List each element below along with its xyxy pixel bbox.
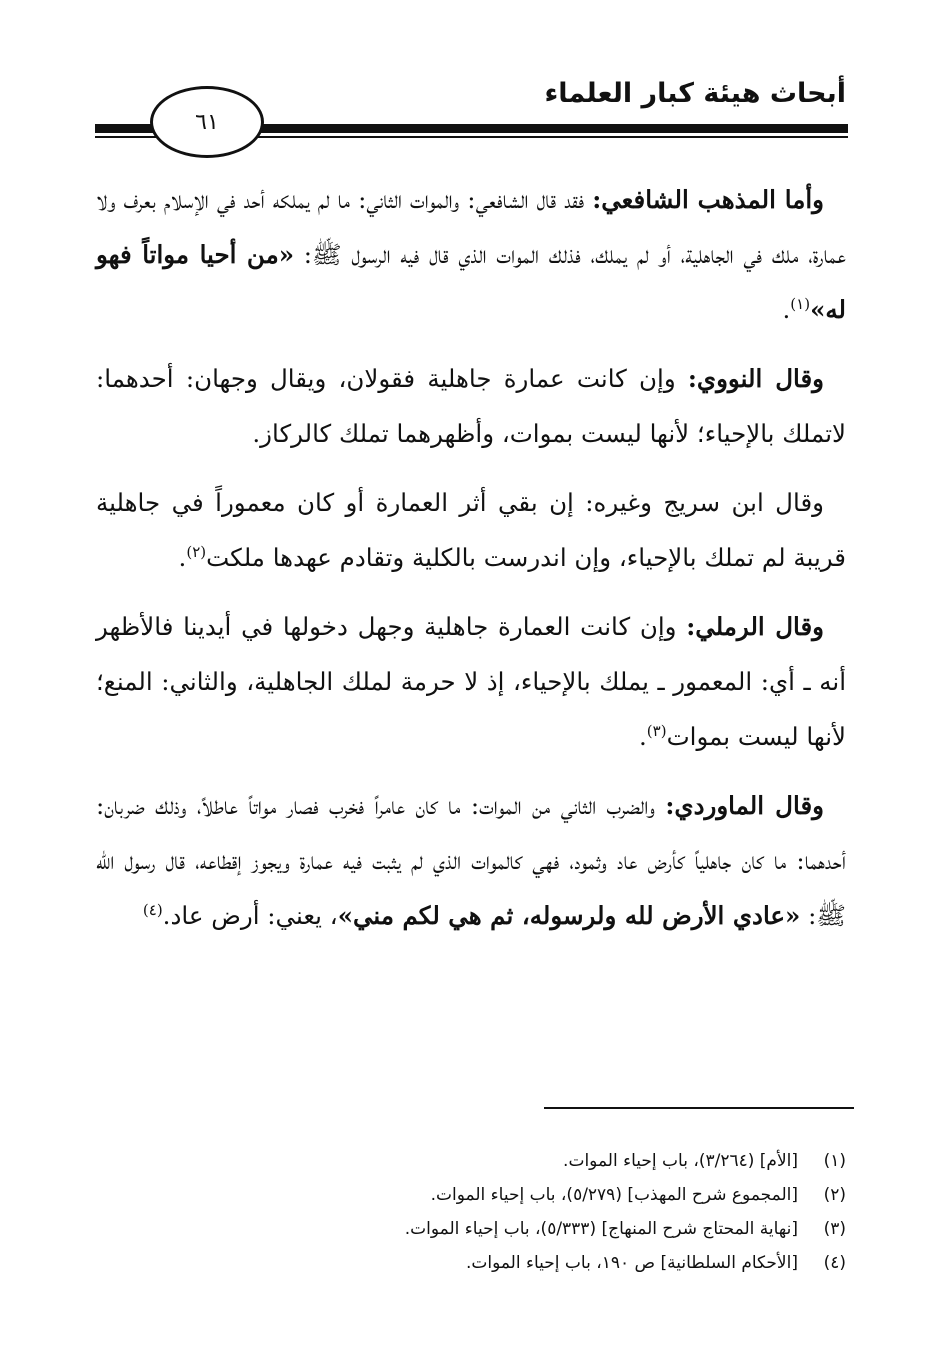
footnote-text: [الأم] (٣/٢٦٤)، باب إحياء الموات. bbox=[563, 1151, 798, 1171]
footnote-separator bbox=[544, 1107, 854, 1109]
paragraph bbox=[96, 778, 846, 943]
footnote-number: (٤) bbox=[823, 1253, 846, 1273]
footnotes bbox=[300, 1144, 846, 1280]
paragraph-text: وقال ابن سريج وغيره: إن بقي أثر العمارة أو كان معموراً في جاهلية قريبة لم تملك بالإحياء، وإن اندرست بالكلية وتقادم عهدها ملكت bbox=[96, 488, 846, 572]
footnote-text: [نهاية المحتاج شرح المنهاج] (٥/٣٣٣)، باب إحياء الموات. bbox=[404, 1219, 798, 1239]
footnote bbox=[300, 1144, 846, 1178]
paragraph-lead: وأما المذهب الشافعي: bbox=[592, 185, 824, 214]
footnote-text: [الأحكام السلطانية] ص ١٩٠، باب إحياء الموات. bbox=[465, 1253, 798, 1273]
footnote bbox=[300, 1178, 846, 1212]
hadith-quote: «عادي الأرض لله ولرسوله، ثم هي لكم مني» bbox=[337, 901, 801, 930]
hadith-quote: «من أحيا مواتاً فهو له» bbox=[96, 240, 846, 324]
page-number: ٦١ bbox=[195, 109, 219, 135]
footnote-ref: (١) bbox=[790, 294, 811, 313]
page-number-oval bbox=[150, 86, 264, 158]
paragraph-text: وإن كانت عمارة جاهلية فقولان، ويقال وجهان: أحدهما: لاتملك بالإحياء؛ لأنها ليست بموات، وأظهرهما تملك كالركاز. bbox=[96, 364, 846, 448]
paragraph bbox=[96, 172, 846, 337]
paragraph bbox=[96, 475, 846, 585]
footnote bbox=[300, 1246, 846, 1280]
footnote-text: [المجموع شرح المهذب] (٥/٢٧٩)، باب إحياء الموات. bbox=[430, 1185, 798, 1205]
page-header-title: أبحاث هيئة كبار العلماء bbox=[544, 78, 846, 109]
paragraph-text: وإن كانت العمارة جاهلية وجهل دخولها في أيدينا فالأظهر أنه ـ أي: المعمور ـ يملك بالإحياء، إذ لا حرمة لملك الجاهلية، والثاني: المنع؛ لأنها ليست بموات bbox=[96, 612, 846, 751]
paragraph-text: فقد قال الشافعي: والموات الثاني: ما لم يملكه أحد في الإسلام بعرف ولا عمارة، ملك في الجاهلية، أو لم يملك، فذلك الموات الذي قال فيه الرسول ﷺ: bbox=[96, 185, 846, 269]
footnote-number: (٢) bbox=[823, 1185, 846, 1205]
body-text bbox=[96, 172, 846, 957]
paragraph-tail: . bbox=[639, 722, 647, 751]
footnote-number: (١) bbox=[823, 1151, 846, 1171]
footnote-ref: (٣) bbox=[646, 721, 667, 740]
paragraph-lead: وقال الماوردي: bbox=[665, 791, 824, 820]
paragraph-tail: ، يعني: أرض عاد. bbox=[162, 901, 338, 930]
paragraph bbox=[96, 351, 846, 461]
paragraph bbox=[96, 599, 846, 764]
paragraph-text: والضرب الثاني من الموات: ما كان عامراً فخرب فصار مواتاً عاطلاً، وذلك ضربان: أحدهما: ما كان جاهلياً كأرض عاد وثمود، فهي كالموات الذي لم يثبت فيه عمارة ويجوز إقطاعه، قال رسول الله ﷺ: bbox=[96, 791, 846, 930]
paragraph-lead: وقال الرملي: bbox=[686, 612, 824, 641]
footnote-ref: (٢) bbox=[186, 542, 207, 561]
paragraph-lead: وقال النووي: bbox=[687, 364, 824, 393]
footnote-ref: (٤) bbox=[142, 900, 163, 919]
paragraph-tail: . bbox=[782, 295, 791, 324]
paragraph-tail: . bbox=[178, 543, 187, 572]
footnote-number: (٣) bbox=[823, 1219, 846, 1239]
footnote bbox=[300, 1212, 846, 1246]
